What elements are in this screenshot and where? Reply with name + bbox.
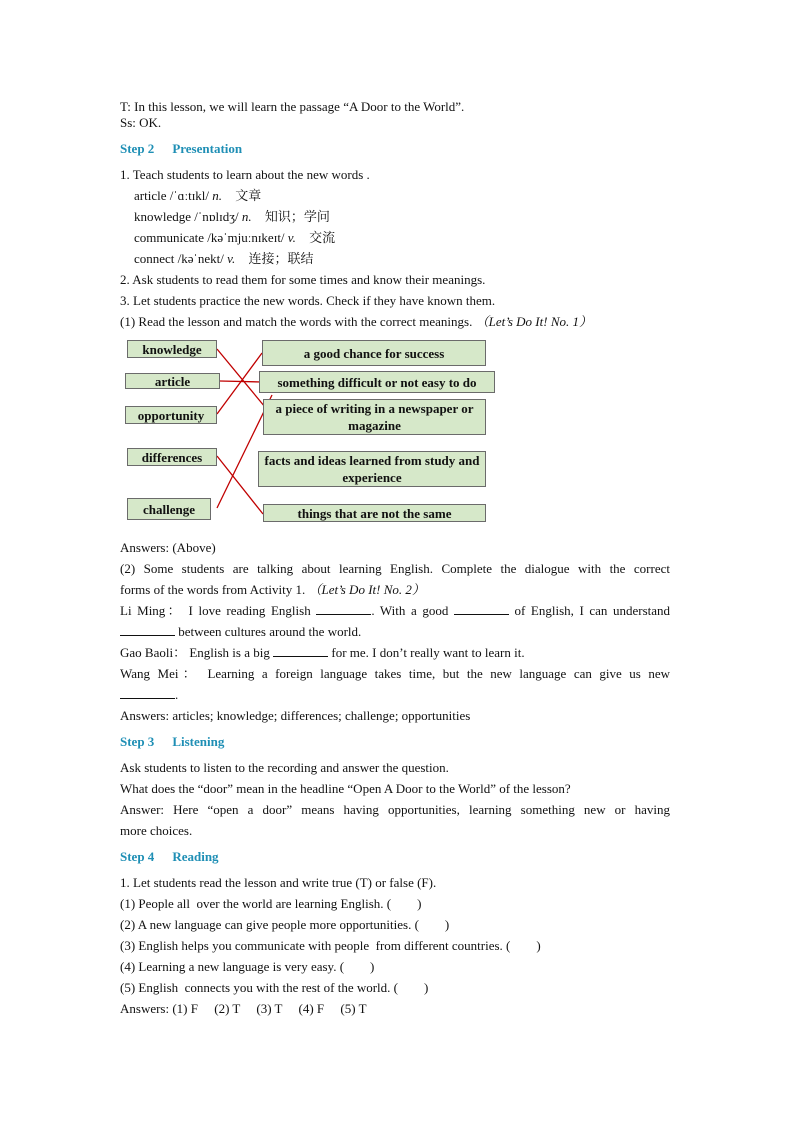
word-box-knowledge: knowledge xyxy=(127,340,217,358)
dialogue-gao-baoli: Gao Baoli： English is a big for me. I don’t really want to learn it. xyxy=(120,645,525,660)
task2-answers: Answers: articles; knowledge; differences; challenge; opportunities xyxy=(120,708,471,723)
step3-line2: What does the “door” mean in the headline “Open A Door to the World” of the lesson? xyxy=(120,781,571,796)
intro-students-line: Ss: OK. xyxy=(120,115,162,130)
vocab-item: article /ˈɑːtɪkl/ n. 文章 xyxy=(134,188,262,203)
step3-line1: Ask students to listen to the recording and answer the question. xyxy=(120,760,449,775)
step4-answers: Answers: (1) F (2) T (3) T (4) F (5) T xyxy=(120,1001,367,1016)
match-line-opportunity xyxy=(217,353,262,414)
dialogue-wang-mei: Wang Mei： Learning a foreign language takes time, but the new language can give us new xyxy=(120,666,670,681)
dialogue-li-ming-line2: between cultures around the world. xyxy=(120,621,670,642)
step3-heading xyxy=(120,731,670,752)
task2-instruction-line1: (2) Some students are talking about learning English. Complete the dialogue with the correct xyxy=(120,561,670,576)
step2-item2: 2. Ask students to read them for some times and know their meanings. xyxy=(120,272,486,287)
step4-heading xyxy=(120,846,670,867)
step4-item1: 1. Let students read the lesson and write true (T) or false (F). xyxy=(120,875,437,890)
word-box-challenge: challenge xyxy=(127,498,211,520)
step2-title: Presentation xyxy=(172,141,243,156)
step2-heading xyxy=(120,138,670,159)
tf-statement: (1) People all over the world are learning English. ( ) xyxy=(120,896,422,911)
step3-answer-line1: Answer: Here “open a door” means having opportunities, learning something new or having xyxy=(120,802,670,817)
task1-answers: Answers: (Above) xyxy=(120,540,216,555)
vocab-item: communicate /kəˈmjuːnɪkeɪt/ v. 交流 xyxy=(134,230,336,245)
word-box-differences: differences xyxy=(127,448,217,466)
task1-instruction: (1) Read the lesson and match the words with the correct meanings. （Let’s Do It! No. 1） xyxy=(120,314,592,329)
matching-diagram xyxy=(120,338,520,533)
tf-statement: (5) English connects you with the rest of the world. ( ) xyxy=(120,980,429,995)
dialogue-li-ming-line1: Li Ming： I love reading English . With a good of English, I can understand xyxy=(120,603,671,618)
tf-statement: (3) English helps you communicate with people from different countries. ( ) xyxy=(120,938,541,953)
step2-item1: 1. Teach students to learn about the new words . xyxy=(120,167,370,182)
word-box-article: article xyxy=(125,373,220,389)
step3-title: Listening xyxy=(172,734,225,749)
answer-blank[interactable] xyxy=(120,623,175,636)
tf-statement: (4) Learning a new language is very easy. ( ) xyxy=(120,959,375,974)
meaning-box-5: things that are not the same xyxy=(263,504,486,522)
document-page xyxy=(120,96,670,1019)
step2-label: Step 2 xyxy=(120,141,155,156)
step2-item3: 3. Let students practice the new words. Check if they have known them. xyxy=(120,293,496,308)
tf-statement: (2) A new language can give people more opportunities. ( ) xyxy=(120,917,450,932)
meaning-box-4: facts and ideas learned from study and experience xyxy=(258,451,486,487)
dialogue-wang-mei-blank: . xyxy=(120,684,670,705)
answer-blank[interactable] xyxy=(120,686,175,699)
step4-label: Step 4 xyxy=(120,849,155,864)
vocab-item: connect /kəˈnekt/ v. 连接；联结 xyxy=(134,251,314,266)
answer-blank[interactable] xyxy=(454,602,509,615)
step3-label: Step 3 xyxy=(120,734,155,749)
word-box-opportunity: opportunity xyxy=(125,406,217,424)
match-line-differences xyxy=(217,456,263,514)
meaning-box-2: something difficult or not easy to do xyxy=(259,371,495,393)
task2-instruction-line2: forms of the words from Activity 1. （Let’s Do It! No. 2） xyxy=(120,582,425,597)
meaning-box-3: a piece of writing in a newspaper or magazine xyxy=(263,399,486,435)
step4-title: Reading xyxy=(172,849,219,864)
answer-blank[interactable] xyxy=(273,644,328,657)
answer-blank[interactable] xyxy=(316,602,371,615)
vocab-item: knowledge /ˈnɒlɪdʒ/ n. 知识；学问 xyxy=(134,209,330,224)
step3-answer-line2: more choices. xyxy=(120,823,193,838)
meaning-box-1: a good chance for success xyxy=(262,340,486,366)
intro-teacher-line: T: In this lesson, we will learn the passage “A Door to the World”. xyxy=(120,99,465,114)
